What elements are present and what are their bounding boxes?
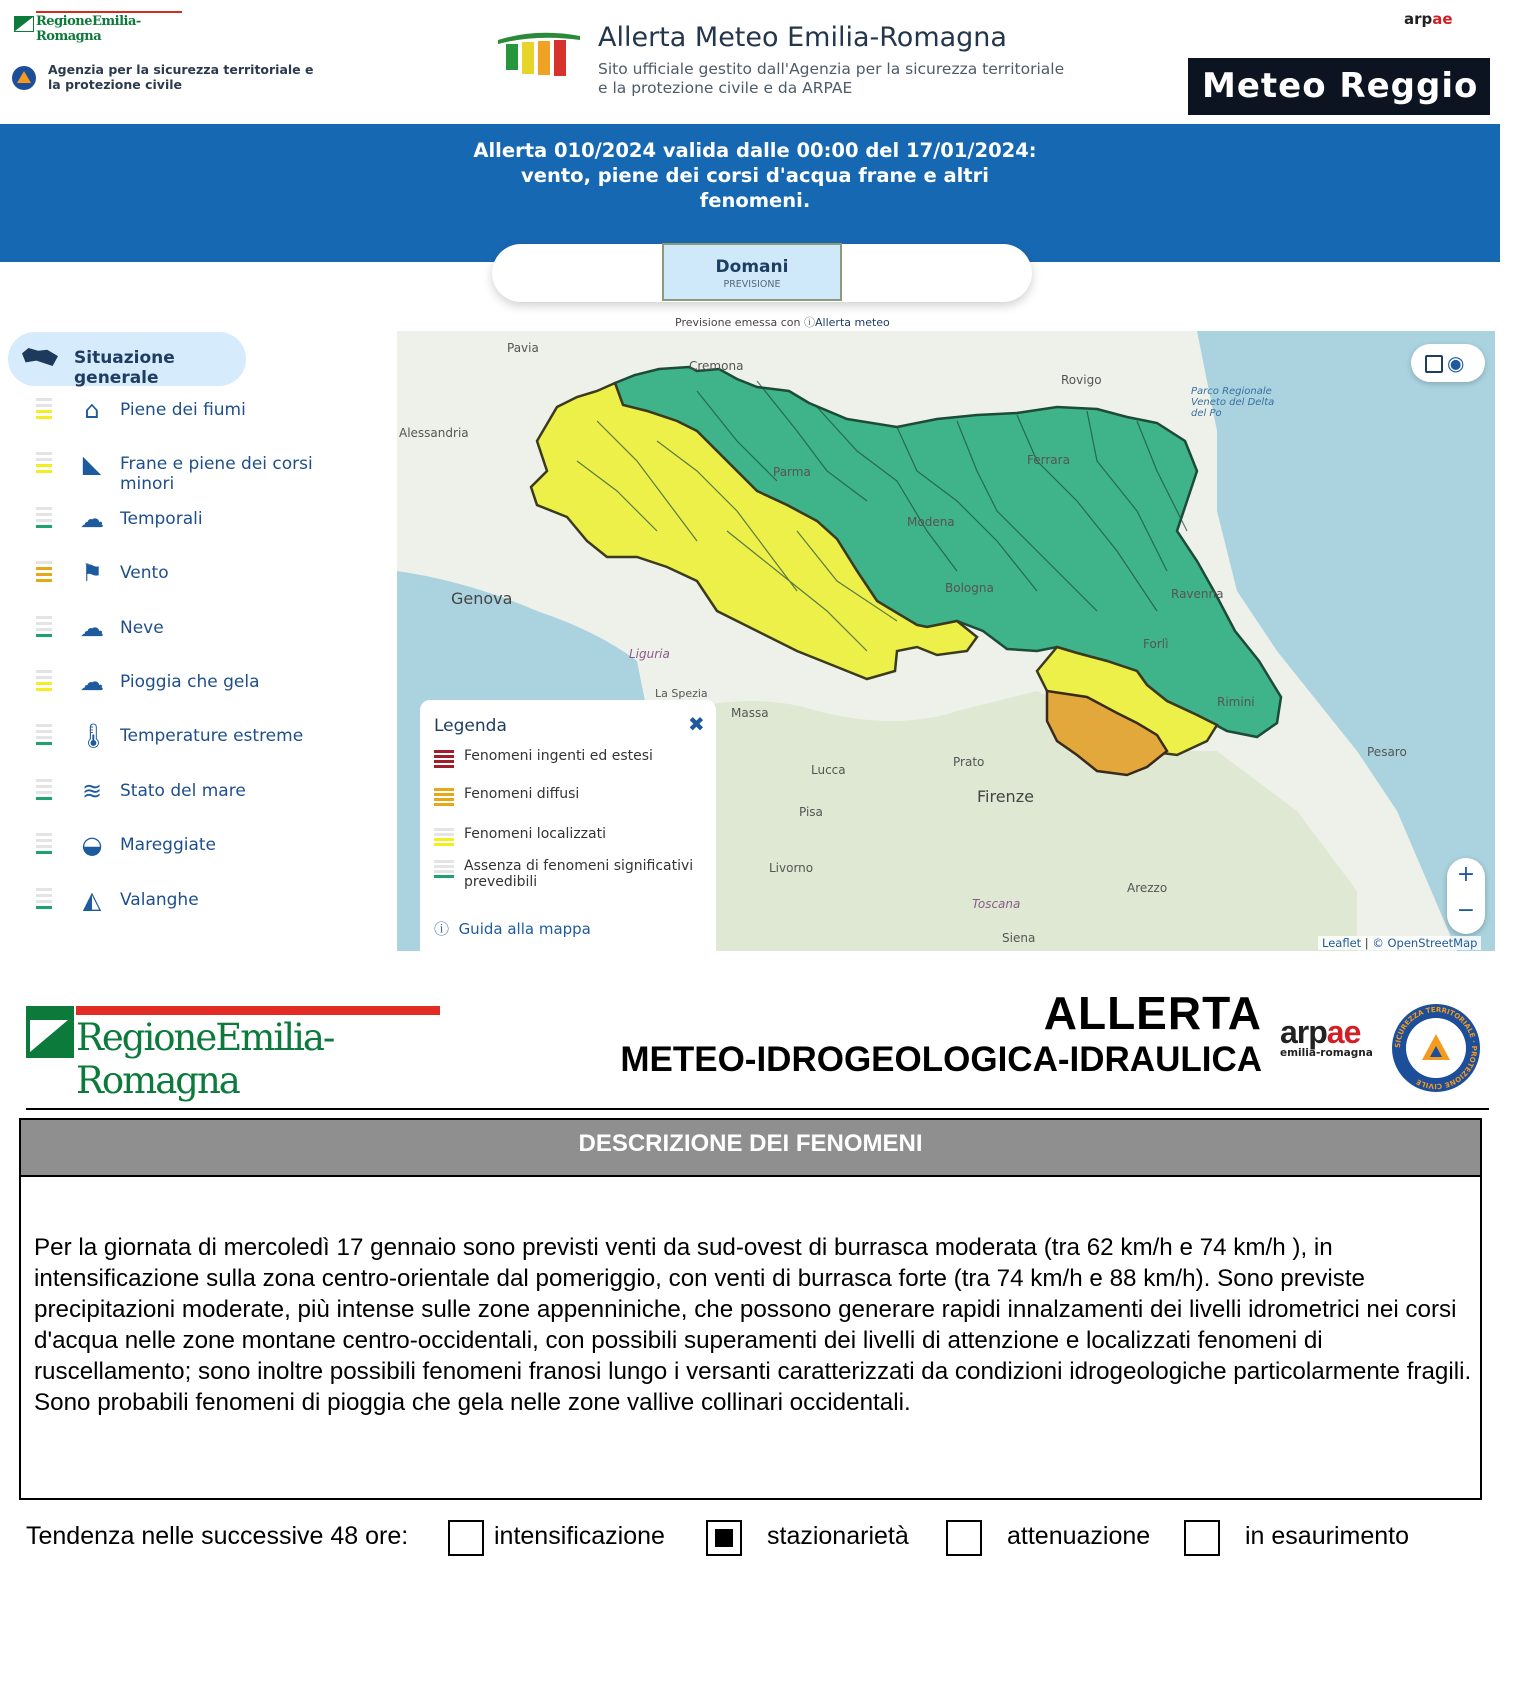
civil-protection-icon: [12, 66, 36, 90]
map-label: Pavia: [507, 341, 539, 355]
arpae-logo-large: arpae emilia-romagna: [1280, 1014, 1373, 1059]
sidebar-item-label: Valanghe: [120, 889, 199, 910]
map-label: Pisa: [799, 805, 823, 819]
sidebar-item-situazione-generale[interactable]: Situazione generale: [8, 332, 246, 386]
trend-option-label: attenuazione: [1007, 1522, 1151, 1550]
avalanche-icon: ◭: [82, 885, 102, 914]
regione-flag-icon: [26, 1006, 74, 1058]
trend-row: [26, 1520, 1496, 1564]
map-label: Pesaro: [1367, 745, 1407, 759]
sea-state-icon: ≋: [81, 776, 103, 805]
sidebar-item[interactable]: [30, 827, 370, 867]
forecast-issued-note: Previsione emessa con ⓘAllerta meteo: [675, 316, 890, 329]
map-label: Parco Regionale Veneto del Delta del Po: [1191, 386, 1275, 419]
map-label: Cremona: [689, 359, 744, 373]
map-label: Prato: [953, 755, 985, 769]
sidebar-item[interactable]: [30, 718, 370, 758]
storm-surge-icon: ◒: [81, 831, 103, 860]
sidebar-item[interactable]: [30, 555, 370, 595]
trend-option-label: stazionarietà: [767, 1522, 909, 1550]
map-label: Genova: [451, 589, 513, 608]
regione-flag-icon: [14, 16, 34, 32]
map-label: Liguria: [629, 647, 670, 661]
wind-icon: ⚑: [81, 559, 103, 588]
legend-swatch: [434, 828, 454, 848]
bulletin-title: ALLERTA: [1043, 987, 1262, 1039]
alert-level-indicator: [36, 616, 52, 640]
map-label: Arezzo: [1127, 881, 1168, 895]
zoom-control: [1447, 858, 1485, 934]
site-title[interactable]: Allerta Meteo Emilia-Romagna: [598, 22, 1007, 53]
sidebar-item-label: Pioggia che gela: [120, 672, 260, 692]
sidebar-item-label: Temperature estreme: [120, 726, 304, 747]
close-icon[interactable]: ✖: [688, 712, 705, 736]
trend-label: Tendenza nelle successive 48 ore:: [26, 1522, 409, 1550]
info-icon: ⓘ: [434, 920, 450, 938]
map-label: Alessandria: [399, 426, 469, 440]
sidebar-item[interactable]: [30, 392, 370, 432]
agency-logo[interactable]: [12, 62, 342, 102]
checkbox-icon: [1425, 355, 1443, 373]
map-label: Livorno: [769, 861, 814, 875]
map-label: Rovigo: [1061, 373, 1102, 387]
map-label: Ferrara: [1027, 453, 1070, 467]
sidebar-item[interactable]: [30, 664, 370, 704]
sidebar-item-label: Vento: [120, 563, 169, 584]
trend-checkbox[interactable]: [946, 1520, 982, 1556]
trend-checkbox[interactable]: [706, 1520, 742, 1556]
legend-swatch: [434, 788, 454, 808]
alert-level-indicator: [36, 507, 52, 531]
osm-link[interactable]: © OpenStreetMap: [1372, 936, 1478, 950]
legend-swatch: [434, 750, 454, 770]
legend-label: Fenomeni ingenti ed estesi: [464, 748, 653, 764]
sidebar-item-label: Neve: [120, 617, 164, 638]
allerta-meteo-link[interactable]: Allerta meteo: [815, 316, 890, 329]
map-label: Modena: [907, 515, 955, 529]
trend-checkbox[interactable]: [1184, 1520, 1220, 1556]
alert-level-indicator: [36, 452, 52, 476]
bulletin-subtitle: METEO-IDROGEOLOGICA-IDRAULICA: [620, 1040, 1262, 1079]
alert-level-indicator: [36, 724, 52, 748]
agency-name: Agenzia per la sicurezza territoriale e la protezione civile: [48, 62, 314, 92]
bulletin-divider: [26, 1108, 1489, 1110]
protezione-civile-logo: [1392, 1004, 1480, 1092]
site-subtitle: Sito ufficiale gestito dall'Agenzia per la sicurezza territoriale e la protezione civile e da ARPAE: [598, 60, 1065, 97]
pc-ring-text: SICUREZZA TERRITORIALE · PROTEZIONE CIVILE: [1393, 1005, 1479, 1091]
legend-swatch: [434, 860, 454, 880]
sidebar-item-label: Temporali: [120, 508, 203, 529]
meteo-reggio-logo[interactable]: Meteo Reggio: [1188, 58, 1490, 115]
legend-label: Assenza di fenomeni significativi prevedibili: [464, 858, 694, 890]
arpae-logo-small[interactable]: arpae: [1404, 10, 1453, 28]
alert-level-indicator: [36, 833, 52, 857]
sidebar-item[interactable]: [30, 610, 370, 650]
map-label: Bologna: [945, 581, 994, 595]
alert-level-indicator: [36, 670, 52, 694]
river-flood-icon: ⌂: [84, 396, 100, 424]
sidebar-item[interactable]: [30, 773, 370, 813]
region-map-icon: [22, 348, 58, 366]
description-text: Per la giornata di mercoledì 17 gennaio sono previsti venti da sud-ovest di burrasca moderata (tra 62 km/h e 74 km/h ), in intensificazione sulla zona centro-orientale dal pomeriggio, con venti di burrasca forte (tra 74 km/h e 88 km/h). Sono previste precipitazioni moderate, più intense sulle zone appenniniche, che possono generare rapidi innalzamenti dei livelli idrometrici nei corsi d'acqua nelle zone montane centro-occidentali, con possibili superamenti dei livelli di attenzione e localizzati fenomeni di ruscellamento; sono inoltre possibili fenomeni franosi lungo i versanti caratterizzati da condizioni idrogeologiche particolarmente fragili. Sono probabili fenomeni di pioggia che gela nelle zone vallive collinari occidentali.: [34, 1234, 1472, 1416]
legend-label: Fenomeni localizzati: [464, 826, 606, 842]
map-label: Siena: [1002, 931, 1036, 945]
alert-level-indicator: [36, 888, 52, 912]
map-legend: [420, 700, 716, 951]
map-label: Forlì: [1143, 637, 1169, 651]
freezing-rain-icon: ☁: [80, 668, 104, 696]
leaflet-link[interactable]: Leaflet: [1322, 936, 1362, 950]
sidebar-item-label: Frane e piene dei corsi minori: [120, 454, 313, 495]
zoom-in-button[interactable]: +: [1456, 862, 1476, 887]
sidebar-item-label: Mareggiate: [120, 835, 217, 856]
trend-option-label: intensificazione: [494, 1522, 665, 1550]
map-label: Parma: [773, 465, 811, 479]
map-label: Firenze: [977, 787, 1034, 806]
landslide-icon: ◣: [82, 450, 102, 479]
map-label: Ravenna: [1171, 587, 1224, 601]
alert-banner-text: Allerta 010/2024 valida dalle 00:00 del 17/01/2024: vento, piene dei corsi d'acqua frane e altri fenomeni.: [473, 139, 1037, 212]
regione-logo-small[interactable]: RegioneEmilia-Romagna: [14, 14, 174, 36]
map-guide-link[interactable]: ⓘ Guida alla mappa: [434, 920, 591, 938]
alert-level-indicator: [36, 398, 52, 422]
thunderstorm-icon: ☁: [80, 504, 104, 533]
map-attribution: Leaflet | © OpenStreetMap: [1318, 936, 1481, 950]
description-title: DESCRIZIONE DEI FENOMENI: [578, 1130, 923, 1157]
sidebar-item-label: Stato del mare: [120, 780, 246, 801]
trend-option-label: in esaurimento: [1245, 1522, 1409, 1550]
map-label: Toscana: [972, 897, 1021, 911]
sidebar-item[interactable]: [30, 882, 370, 922]
map-label: Massa: [731, 706, 769, 720]
map-layer-toggle[interactable]: [1411, 344, 1485, 382]
eye-icon: ◉: [1447, 351, 1465, 375]
info-icon: ⓘ: [804, 316, 816, 329]
sidebar-item-label: Piene dei fiumi: [120, 400, 246, 420]
legend-title: Legenda: [434, 716, 507, 736]
legend-label: Fenomeni diffusi: [464, 786, 580, 802]
sidebar-item[interactable]: [30, 501, 370, 541]
trend-checkbox[interactable]: [448, 1520, 484, 1556]
thermometer-icon: 🌡: [78, 722, 109, 751]
alert-level-indicator: [36, 779, 52, 803]
snow-icon: ☁: [80, 613, 104, 642]
map-label: Rimini: [1217, 695, 1255, 709]
map-label: La Spezia: [655, 687, 708, 700]
allerta-meteo-logo-icon[interactable]: [496, 26, 582, 76]
map-label: Lucca: [811, 763, 846, 777]
sidebar-item[interactable]: [30, 446, 370, 495]
tab-domani[interactable]: Domani PREVISIONE: [662, 243, 842, 301]
regione-logo-large: RegioneEmilia-Romagna: [26, 1006, 440, 1062]
zoom-out-button[interactable]: −: [1456, 898, 1476, 923]
alert-level-indicator: [36, 561, 52, 585]
